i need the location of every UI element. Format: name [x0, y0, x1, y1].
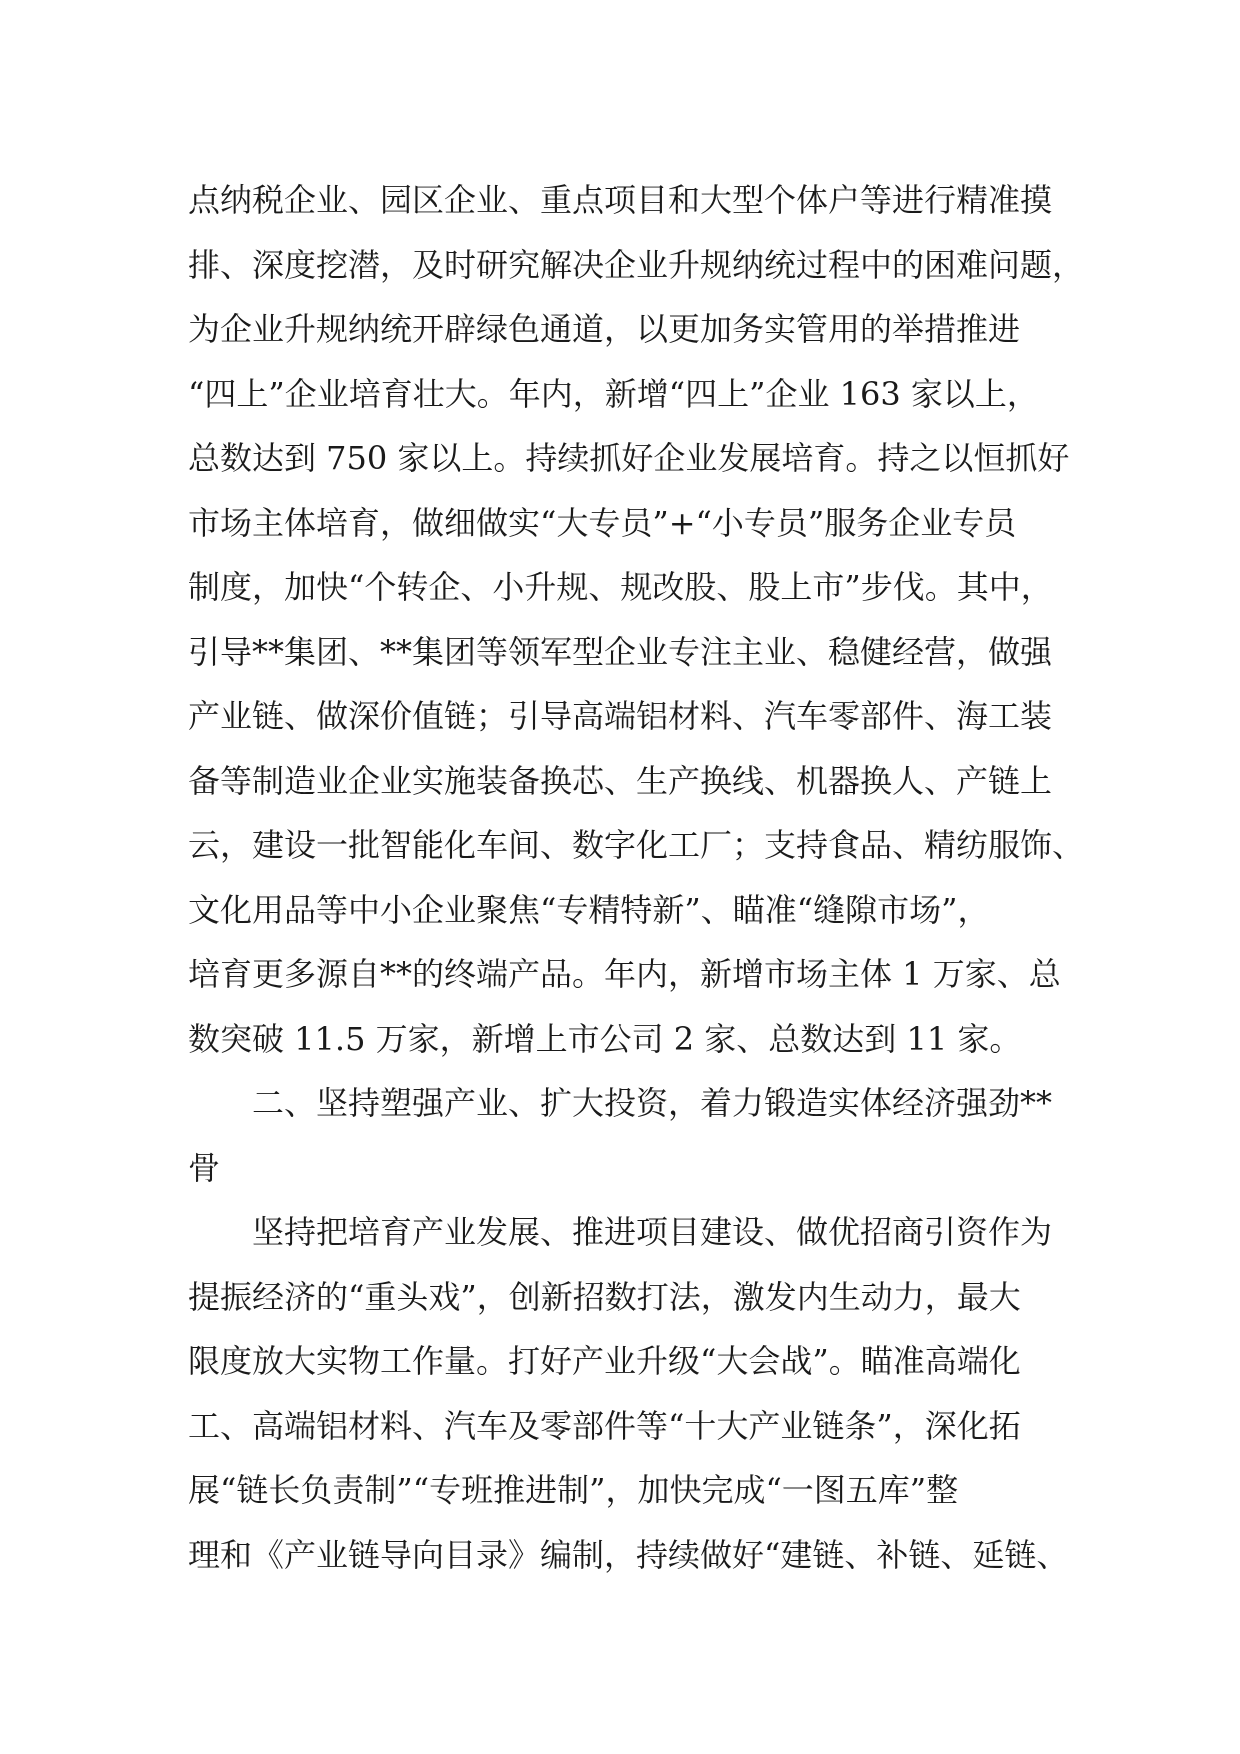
text-line: 云，建设一批智能化车间、数字化工厂；支持食品、精纺服饰、	[188, 826, 1085, 864]
text-line: 市场主体培育，做细做实“大专员”+“小专员”服务企业专员	[188, 503, 1017, 542]
text-line: 制度，加快“个转企、小升规、规改股、股上市”步伐。其中，	[188, 568, 1053, 606]
text-line: 数突破 11.5 万家，新增上市公司 2 家、总数达到 11 家。	[188, 1019, 1022, 1058]
text-line: 产业链、做深价值链；引导高端铝材料、汽车零部件、海工装	[188, 697, 1053, 735]
body-text	[188, 168, 1088, 1587]
text-line: 限度放大实物工作量。打好产业升级“大会战”。瞄准高端化	[188, 1342, 1021, 1380]
text-line: 提振经济的“重头戏”，创新招数打法，激发内生动力，最大	[188, 1277, 1021, 1316]
text-line: 总数达到 750 家以上。持续抓好企业发展培育。持之以恒抓好	[188, 439, 1070, 477]
text-line: 展“链长负责制”“专班推进制”，加快完成“一图五库”整	[188, 1471, 959, 1509]
text-line: “四上”企业培育壮大。年内，新增“四上”企业 163 家以上，	[188, 374, 1039, 413]
text-line: 排、深度挖潜，及时研究解决企业升规纳统过程中的困难问题，	[188, 245, 1085, 284]
text-line: 理和《产业链导向目录》编制，持续做好“建链、补链、延链、	[188, 1535, 1069, 1574]
text-line: 工、高端铝材料、汽车及零部件等“十大产业链条”，深化拓	[188, 1406, 1021, 1445]
text-line: 坚持把培育产业发展、推进项目建设、做优招商引资作为	[252, 1213, 1053, 1251]
text-line: 文化用品等中小企业聚焦“专精特新”、瞄准“缝隙市场”，	[188, 890, 990, 929]
text-line: 为企业升规纳统开辟绿色通道，以更加务实管用的举措推进	[188, 310, 1021, 348]
section-heading-line: 二、坚持塑强产业、扩大投资，着力锻造实体经济强劲**	[252, 1084, 1053, 1122]
text-line: 引导**集团、**集团等领军型企业专注主业、稳健经营，做强	[188, 632, 1053, 671]
text-line: 备等制造业企业实施装备换芯、生产换线、机器换人、产链上	[188, 761, 1053, 800]
text-line: 点纳税企业、园区企业、重点项目和大型个体户等进行精准摸	[188, 181, 1053, 219]
section-heading-line: 骨	[188, 1148, 221, 1187]
text-line: 培育更多源自**的终端产品。年内，新增市场主体 1 万家、总	[188, 955, 1061, 993]
